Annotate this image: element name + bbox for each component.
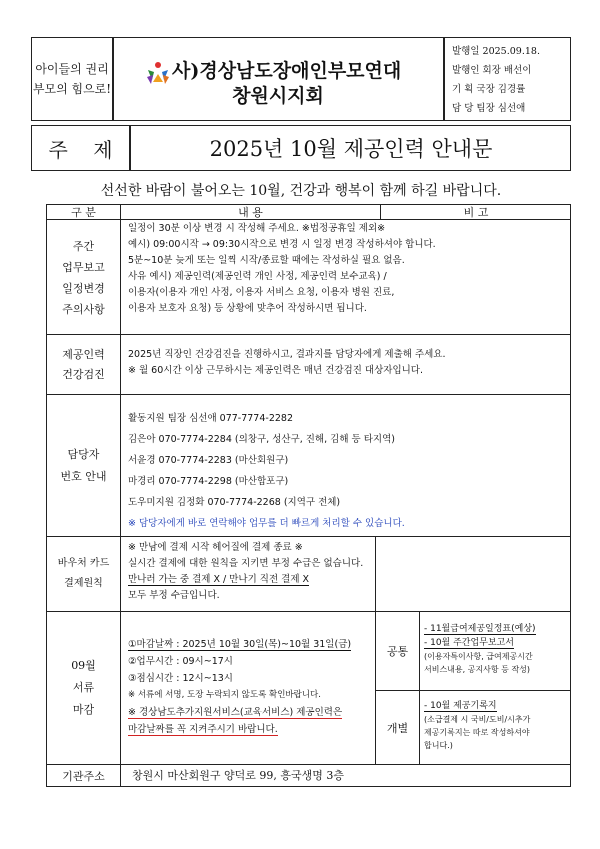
docs-hours: ②업무시간 : 09시~17시: [128, 656, 233, 667]
voucher-line: 만나러 가는 중 결제 X / 만나기 직전 결제 X: [128, 574, 310, 585]
contact-line: 마경리 070-7774-2298 (마산합포구): [128, 476, 289, 487]
publication-meta: [452, 42, 572, 118]
contact-line: 도우미지원 김정화 070-7774-2268 (지역구 전체): [128, 497, 341, 508]
docs-individual-note-1: (소급결제 시 국비/도비/시추가: [424, 715, 531, 724]
row-label-contacts: 담당자 번호 안내: [60, 447, 107, 483]
hands-logo-icon: [145, 60, 171, 86]
document-title: 2025년 10월 제공인력 안내문: [209, 137, 493, 161]
voucher-line: 모두 부정 수급입니다.: [128, 590, 220, 601]
contact-line: 김은아 070-7774-2284 (의창구, 성산구, 진해, 김해 등 타지역): [128, 434, 395, 445]
address-value: 창원시 마산회원구 양덕로 99, 흥국생명 3층: [132, 769, 344, 782]
docs-deadline: ①마감날짜 : 2025년 10월 30일(목)~10월 31일(금): [128, 639, 352, 650]
docs-common-item: - 11월급여제공일정표(예상): [424, 624, 536, 634]
row-label-schedule: 주간 업무보고 일정변경 주의사항: [62, 239, 105, 316]
publish-date: 발행일 2025.09.18.: [452, 46, 540, 57]
org-name: 사)경상남도장애인부모연대: [172, 60, 402, 82]
schedule-content: [128, 221, 570, 317]
schedule-line: 이용자 보호자 요청) 등 상황에 맞추어 작성하시면 됩니다.: [128, 303, 367, 314]
planner: 기 획 국장 김경률: [452, 84, 526, 95]
row-label-health: 제공인력 건강검진: [62, 347, 105, 381]
docs-lunch: ③점심시간 : 12시~13시: [128, 673, 233, 684]
schedule-line: 일정이 30분 이상 변경 시 작성해 주세요. ※법정공휴일 제외※: [128, 223, 386, 234]
address-label: 기관주소: [62, 769, 105, 783]
voucher-line: ※ 만남에 결제 시작 헤어질에 결제 종료 ※: [128, 542, 303, 553]
docs-red-note-2: 마감날짜를 꼭 지켜주시기 바랍니다.: [128, 724, 278, 735]
manager: 담 당 팀장 심선애: [452, 103, 526, 114]
contact-line: 활동지원 팀장 심선애 077-7774-2282: [128, 413, 293, 424]
health-content: [128, 347, 570, 379]
contact-line: 서윤경 070-7774-2283 (마산회원구): [128, 455, 289, 466]
contacts-content: [128, 408, 570, 534]
docs-common-item: - 10월 주간업무보고서: [424, 638, 514, 648]
docs-signature-note: ※ 서류에 서명, 도장 누락되지 않도록 확인바랍니다.: [128, 690, 321, 700]
docs-common-content: [424, 622, 570, 676]
docs-individual-item: - 10월 제공기록지: [424, 701, 497, 711]
docs-individual-note-2: 제공기록지는 따로 작성하셔야: [424, 728, 530, 737]
org-logo: [145, 60, 171, 86]
docs-common-note-1: (이용자특이사항, 급여제공시간: [424, 652, 533, 661]
slogan-line-1: 아이들의 권리: [35, 62, 109, 76]
contacts-note: ※ 담당자에게 바로 연락해야 업무를 더 빠르게 처리할 수 있습니다.: [128, 518, 405, 529]
docs-individual-note-3: 합니다.): [424, 741, 453, 750]
col-header-note: 비 고: [463, 206, 489, 219]
voucher-content: [128, 540, 374, 604]
row-label-voucher: 바우처 카드 결제원칙: [57, 558, 110, 589]
docs-common-note-2: 서비스내용, 공지사항 등 작성): [424, 665, 531, 674]
docs-content: [128, 636, 374, 738]
slogan: [32, 55, 112, 103]
voucher-line: 실시간 결제에 대한 원칙을 지키면 부정 수급은 없습니다.: [128, 558, 364, 569]
col-header-category: 구 분: [71, 206, 96, 219]
schedule-line: 5분~10분 늦게 또는 일찍 시작/종료할 때에는 작성하실 필요 없음.: [128, 255, 405, 266]
schedule-line: 사유 예시) 제공인력(제공인력 개인 사정, 제공인력 보수교육) /: [128, 271, 387, 282]
docs-red-note-1: ※ 경상남도추가지원서비스(교육서비스) 제공인력은: [128, 707, 343, 718]
health-line: ※ 월 60시간 이상 근무하시는 제공인력은 매년 건강검진 대상자입니다.: [128, 365, 424, 376]
schedule-line: 예시) 09:00시작 → 09:30시작으로 변경 시 일정 변경 작성하셔야 합니다.: [128, 239, 436, 250]
health-line: 2025년 직장인 건강검진을 진행하시고, 결과지를 담당자에게 제출해 주세요.: [128, 349, 446, 360]
branch-name: 창원시지회: [232, 85, 324, 107]
col-header-content: 내 용: [238, 206, 263, 219]
slogan-line-2: 부모의 힘으로!: [32, 82, 112, 96]
row-label-docs: 09월 서류 마감: [71, 659, 96, 716]
greeting: 선선한 바람이 불어오는 10월, 건강과 행복이 함께 하길 바랍니다.: [100, 183, 502, 199]
docs-common-label: 공통: [386, 645, 409, 658]
docs-individual-label: 개별: [386, 721, 409, 735]
publisher: 발행인 회장 배선이: [452, 65, 532, 76]
docs-individual-content: [424, 699, 570, 752]
schedule-line: 이용자(이용자 개인 사정, 이용자 서비스 요청, 이용자 병원 진료,: [128, 287, 395, 298]
subject-label: 주 제: [48, 137, 113, 162]
